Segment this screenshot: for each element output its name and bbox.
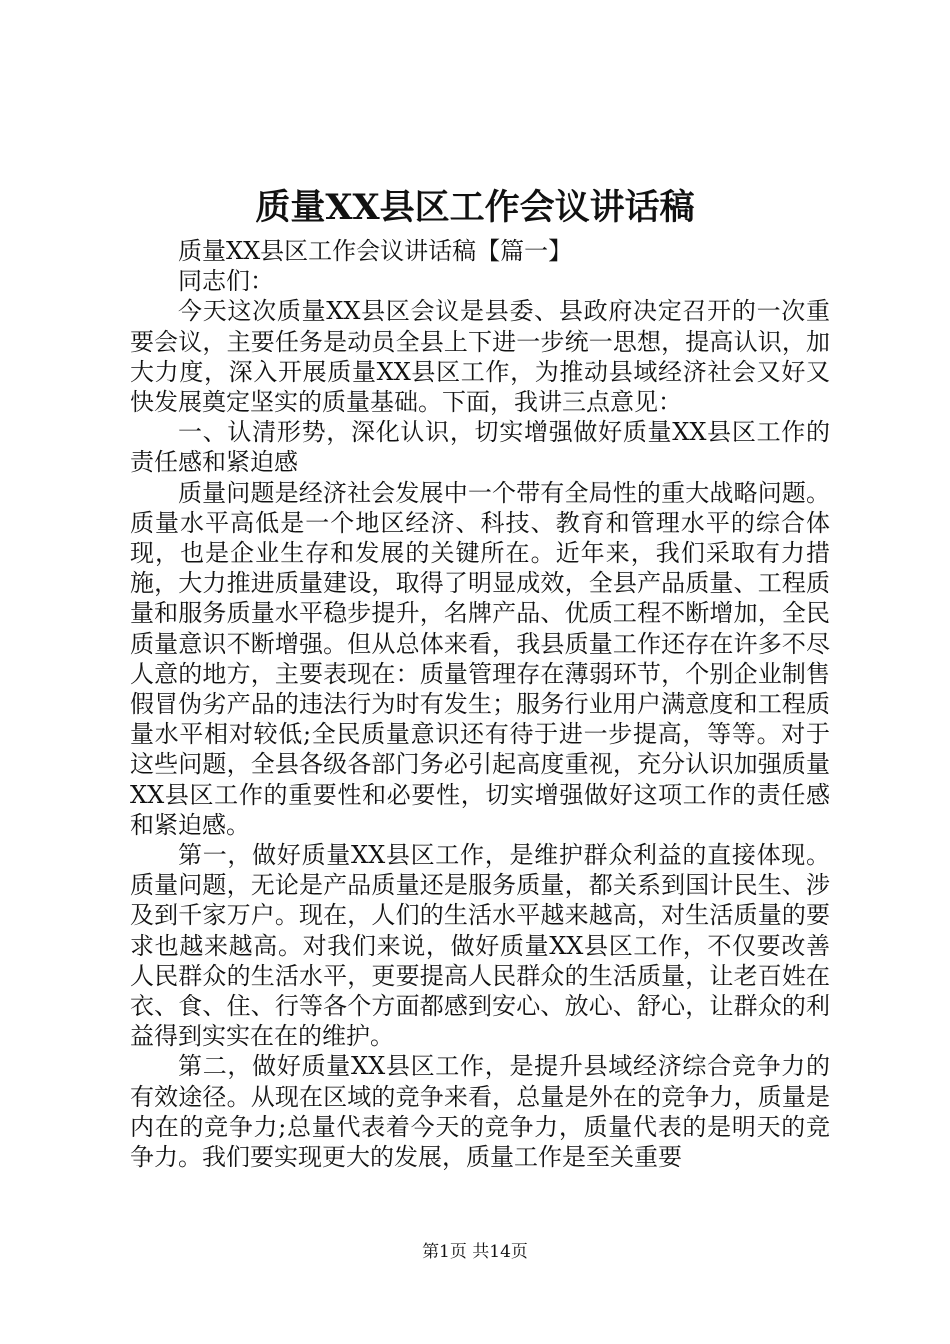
- paragraph-quality-issues: 质量问题是经济社会发展中一个带有全局性的重大战略问题。质量水平高低是一个地区经济、科技、教育和管理水平的综合体现，也是企业生存和发展的关键所在。近年来，我们采取有力措施，大力推进质量建设，取得了明显成效，全县产品质量、工程质量和服务质量水平稳步提升，名牌产品、优质工程不断增加，全民质量意识不断增强。但从总体来看，我县质量工作还存在许多不尽人意的地方，主要表现在：质量管理存在薄弱环节，个别企业制售假冒伪劣产品的违法行为时有发生；服务行业用户满意度和工程质量水平相对较低;全民质量意识还有待于进一步提高，等等。对于这些问题，全县各级各部门务必引起高度重视，充分认识加强质量XX县区工作的重要性和必要性，切实增强做好这项工作的责任感和紧迫感。: [130, 478, 830, 839]
- page-number: 第1页 共14页: [422, 1242, 528, 1262]
- section-heading-1: 一、认清形势，深化认识，切实增强做好质量XX县区工作的责任感和紧迫感: [130, 418, 830, 477]
- paragraph-intro: 今天这次质量XX县区会议是县委、县政府决定召开的一次重要会议，主要任务是动员全县上下进一步统一思想，提高认识，加大力度，深入开展质量XX县区工作，为推动县域经济社会又好又快发展奠定坚实的质量基础。下面，我讲三点意见：: [130, 297, 830, 417]
- paragraph-point-one: 第一，做好质量XX县区工作，是维护群众利益的直接体现。质量问题，无论是产品质量还是服务质量，都关系到国计民生、涉及到千家万户。现在，人们的生活水平越来越高，对生活质量的要求也越来越高。对我们来说，做好质量XX县区工作，不仅要改善人民群众的生活水平，更要提高人民群众的生活质量，让老百姓在衣、食、住、行等各个方面都感到安心、放心、舒心，让群众的利益得到实实在在的维护。: [130, 841, 830, 1051]
- paragraph-salutation: 同志们：: [178, 267, 274, 296]
- paragraph-point-two: 第二，做好质量XX县区工作，是提升县域经济综合竞争力的有效途径。从现在区域的竞争来看，总量是外在的竞争力，质量是内在的竞争力;总量代表着今天的竞争力，质量代表的是明天的竞争力。我们要实现更大的发展，质量工作是至关重要: [130, 1052, 830, 1172]
- document-title: 质量XX县区工作会议讲话稿: [255, 187, 695, 228]
- paragraph-subtitle: 质量XX县区工作会议讲话稿【篇一】: [178, 237, 573, 265]
- document-body: [130, 236, 830, 1172]
